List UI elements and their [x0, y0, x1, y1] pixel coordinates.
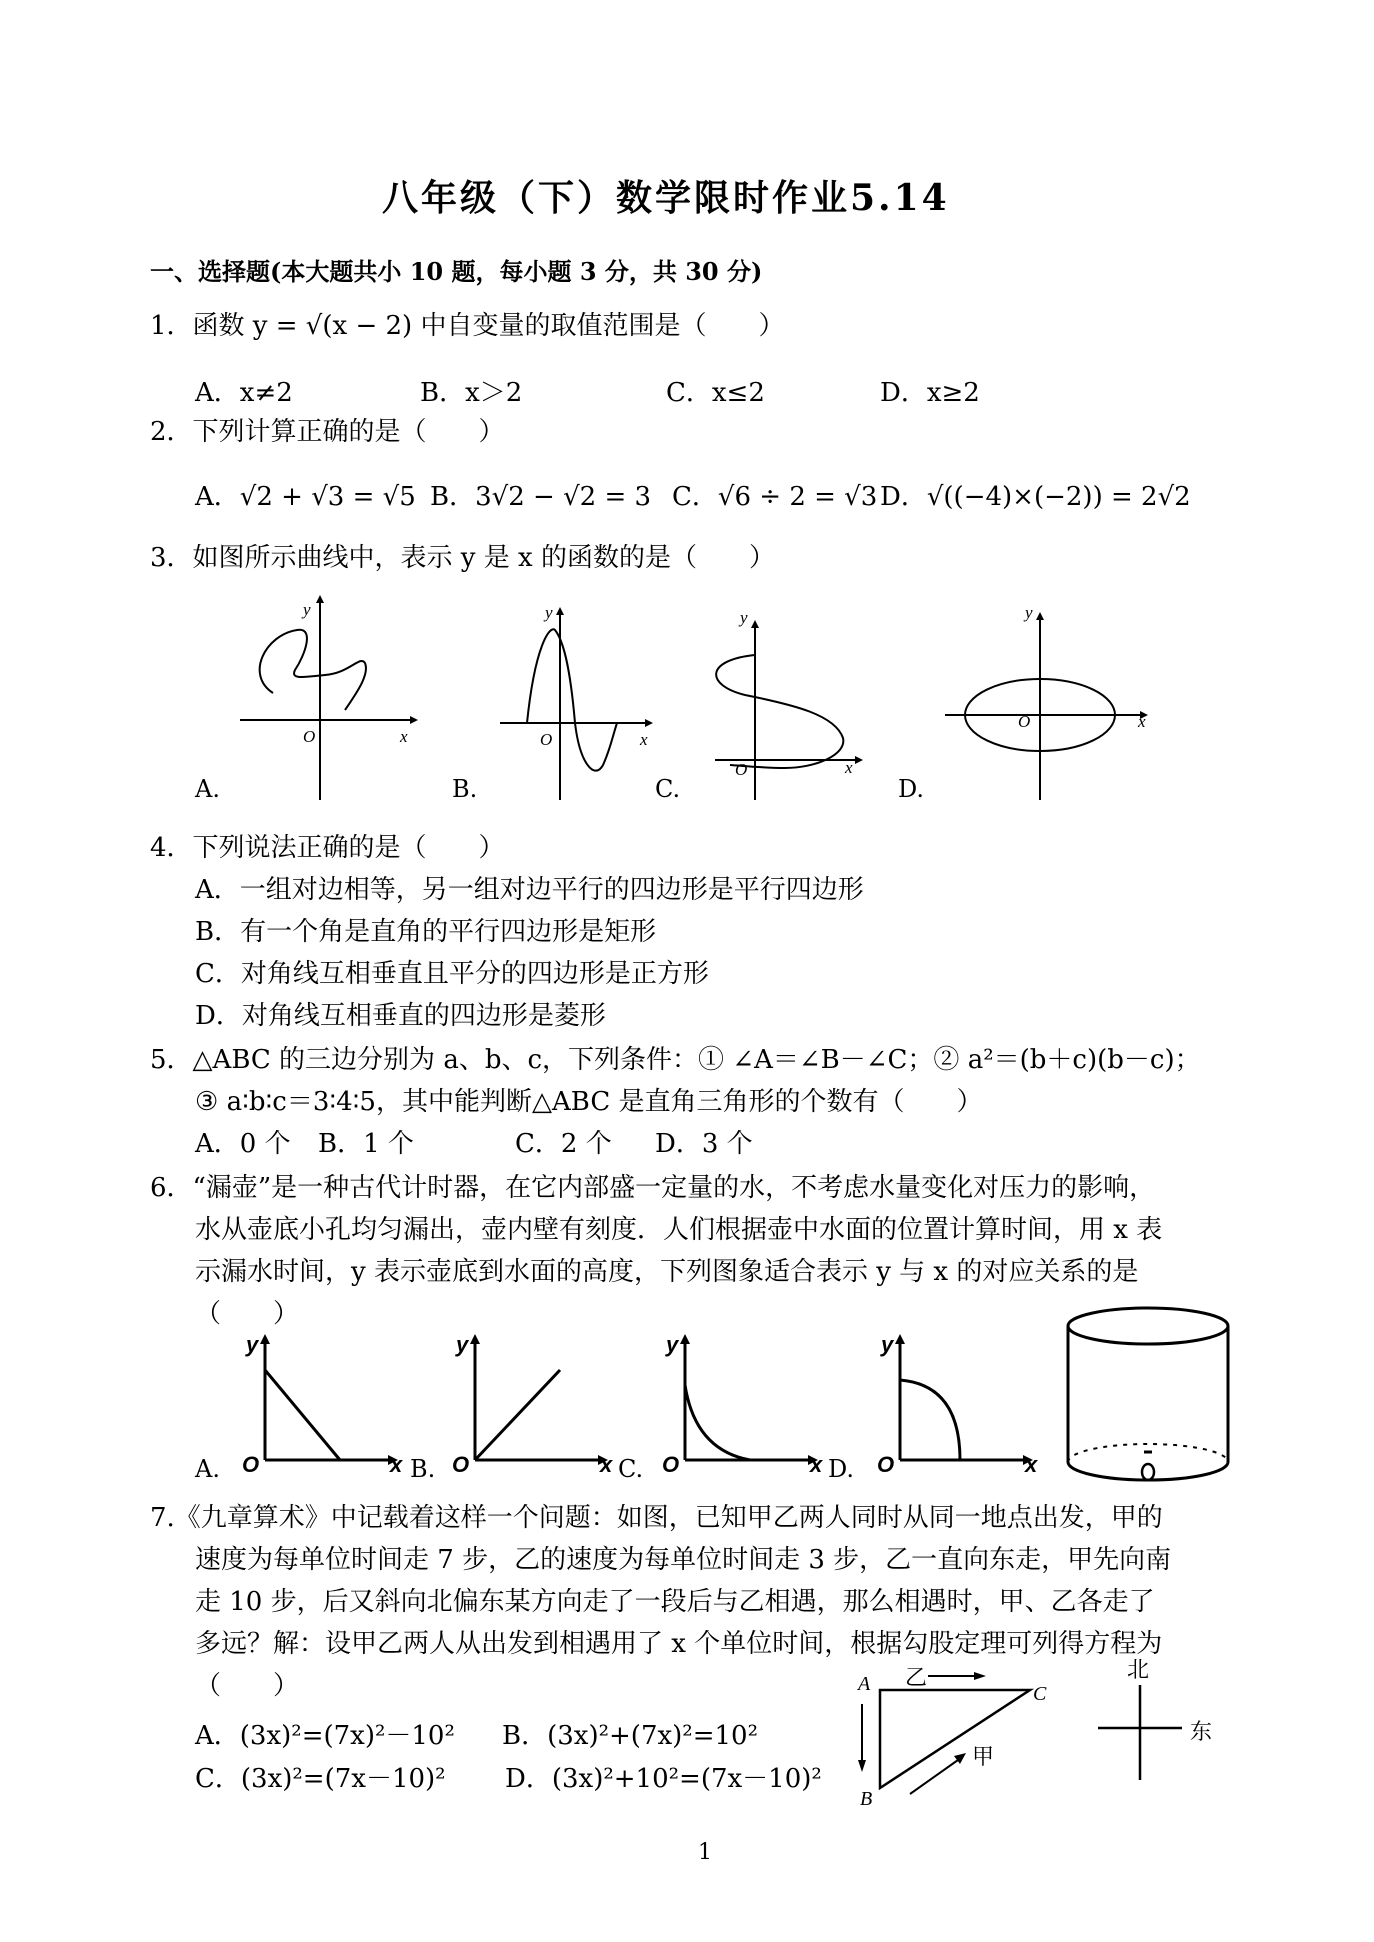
q6-graph-d [875, 1330, 1045, 1475]
q3-label-d: D. [898, 775, 925, 803]
q5-option-c: C．2 个 [515, 1129, 612, 1159]
q7-option-b: B．(3x)²+(7x)²=10² [502, 1721, 759, 1751]
q7-vertex-b: B [860, 1788, 873, 1810]
q3-stem: 3．如图所示曲线中，表示 y 是 x 的函数的是（ ） [150, 543, 775, 573]
q6-line-3: 示漏水时间，y 表示壶底到水面的高度，下列图象适合表示 y 与 x 的对应关系的是 [195, 1257, 1139, 1287]
q3c-origin-label: O [735, 760, 748, 779]
q3-label-a: A. [195, 775, 220, 803]
q3d-origin-label: O [1018, 712, 1031, 731]
q7-line-2: 速度为每单位时间走 7 步，乙的速度为每单位时间走 3 步，乙一直向东走，甲先向南 [195, 1545, 1172, 1575]
q6a-origin-label: O [242, 1452, 260, 1477]
q4-option-a: A．一组对边相等，另一组对边平行的四边形是平行四边形 [195, 875, 864, 905]
q3-label-c: C. [655, 775, 681, 803]
q7-line-3: 走 10 步，后又斜向北偏东某方向走了一段后与乙相遇，那么相遇时，甲、乙各走了 [195, 1587, 1155, 1617]
q2-option-a: A．√2 + √3 = √5 [195, 482, 416, 512]
q6a-y-label: y [246, 1332, 259, 1357]
q3c-y-label: y [740, 608, 748, 627]
clepsydra-cylinder-figure [1060, 1300, 1240, 1495]
q6b-y-label: y [456, 1332, 469, 1357]
q3b-x-label: x [640, 730, 648, 749]
q6b-x-label: x [600, 1452, 613, 1477]
q3c-x-label: x [845, 758, 853, 777]
q6c-origin-label: O [662, 1452, 680, 1477]
q4-option-d: D．对角线互相垂直的四边形是菱形 [195, 1001, 606, 1031]
q6d-x-label: x [1025, 1452, 1038, 1477]
q6-label-a: A. [195, 1455, 220, 1483]
q7-option-a: A．(3x)²=(7x)²－10² [195, 1721, 455, 1751]
page-number: 1 [698, 1840, 712, 1865]
q1-option-b: B．x＞2 [420, 378, 523, 408]
q4-option-b: B．有一个角是直角的平行四边形是矩形 [195, 917, 657, 947]
q6-line-4: （ ） [195, 1299, 300, 1329]
q6-line-1: 6．“漏壶”是一种古代计时器，在它内部盛一定量的水，不考虑水量变化对压力的影响， [150, 1173, 1156, 1203]
compass-north-label: 北 [1127, 1658, 1150, 1683]
q7-vertex-c: C [1033, 1683, 1047, 1705]
q7-label-jia: 甲 [972, 1745, 995, 1770]
q1-option-a: A．x≠2 [195, 378, 293, 408]
q1-option-c: C．x≤2 [666, 378, 765, 408]
q3b-origin-label: O [540, 730, 553, 749]
q6d-origin-label: O [877, 1452, 895, 1477]
q6-label-d: D. [828, 1455, 855, 1483]
q7-vertex-a: A [858, 1673, 871, 1695]
q4-stem: 4．下列说法正确的是（ ） [150, 833, 505, 863]
q6b-origin-label: O [452, 1452, 470, 1477]
q2-option-b: B．3√2 − √2 = 3 [430, 482, 652, 512]
q3-graph-a [235, 595, 415, 800]
q3-graph-c [705, 620, 865, 800]
q5-option-d: D．3 个 [655, 1129, 753, 1159]
compass-east-label: 东 [1190, 1720, 1213, 1745]
q6-graph-a [240, 1330, 410, 1475]
q3a-y-label: y [303, 600, 311, 619]
q5-option-a: A．0 个 [195, 1129, 291, 1159]
q3a-origin-label: O [303, 727, 316, 746]
compass-cross-figure [1090, 1680, 1200, 1790]
q6-label-c: C. [618, 1455, 644, 1483]
q6-line-2: 水从壶底小孔均匀漏出，壶内壁有刻度．人们根据壶中水面的位置计算时间，用 x 表 [195, 1215, 1163, 1245]
q5-option-b: B．1 个 [318, 1129, 414, 1159]
q6-graph-c [660, 1330, 830, 1475]
q3-graph-b [495, 605, 655, 800]
q7-line-5: （ ） [195, 1671, 300, 1701]
q3d-x-label: x [1138, 712, 1146, 731]
page-title: 八年级（下）数学限时作业5.14 [382, 177, 950, 219]
q6-graph-b [450, 1330, 620, 1475]
q6a-x-label: x [390, 1452, 403, 1477]
q7-label-yi: 乙 [905, 1666, 928, 1691]
section-heading: 一、选择题(本大题共小 10 题，每小题 3 分，共 30 分) [150, 257, 763, 286]
q5-line-1: 5．△ABC 的三边分别为 a、b、c，下列条件：① ∠A＝∠B－∠C；② a²＝(b＋c)(b－c)； [150, 1045, 1201, 1075]
q4-option-c: C．对角线互相垂直且平分的四边形是正方形 [195, 959, 709, 989]
q7-option-c: C．(3x)²=(7x－10)² [195, 1764, 446, 1794]
q6c-x-label: x [810, 1452, 823, 1477]
q2-option-d: D．√((−4)×(−2)) = 2√2 [880, 482, 1191, 512]
q2-stem: 2．下列计算正确的是（ ） [150, 417, 505, 447]
q3d-y-label: y [1025, 603, 1033, 622]
q3b-y-label: y [545, 603, 553, 622]
q6c-y-label: y [666, 1332, 679, 1357]
q3-graph-d [940, 610, 1150, 800]
q6d-y-label: y [881, 1332, 894, 1357]
q1-stem: 1．函数 y = √(x − 2) 中自变量的取值范围是（ ） [150, 311, 785, 341]
q1-option-d: D．x≥2 [880, 378, 980, 408]
q7-line-1: 7.《九章算术》中记载着这样一个问题：如图，已知甲乙两人同时从同一地点出发，甲的 [150, 1503, 1163, 1533]
q7-option-d: D．(3x)²+10²=(7x－10)² [505, 1764, 822, 1794]
q5-line-2: ③ a∶b∶c＝3∶4∶5，其中能判断△ABC 是直角三角形的个数有（ ） [195, 1087, 983, 1117]
q7-line-4: 多远？解：设甲乙两人从出发到相遇用了 x 个单位时间，根据勾股定理可列得方程为 [195, 1629, 1163, 1659]
q2-option-c: C．√6 ÷ 2 = √3 [672, 482, 878, 512]
q6-label-b: B. [410, 1455, 436, 1483]
q3-label-b: B. [452, 775, 478, 803]
q3a-x-label: x [400, 727, 408, 746]
